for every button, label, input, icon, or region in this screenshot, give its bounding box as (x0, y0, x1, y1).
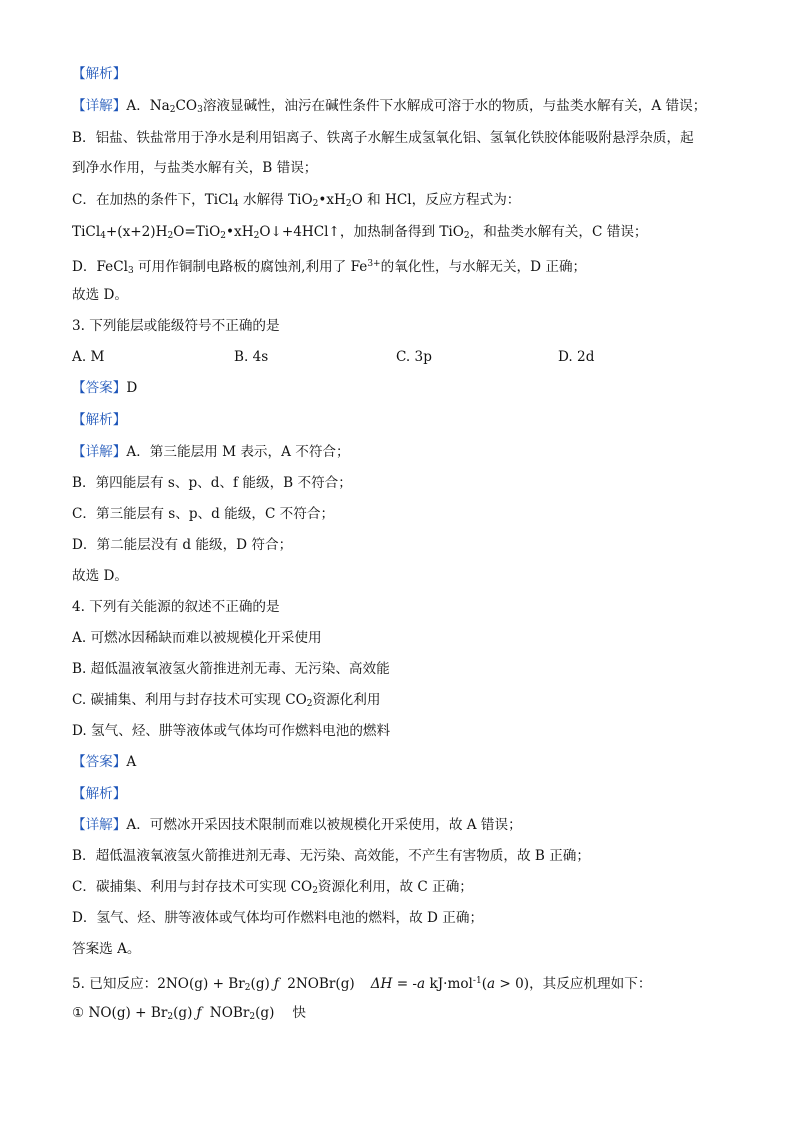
q5-step1-rate: 快 (292, 1005, 306, 1021)
detail-header: 【详解】 (72, 444, 127, 460)
prev-conclusion: 故选 D。 (72, 287, 129, 303)
q3-option-d: D. 2d (558, 349, 595, 365)
q4-answer: 【答案】A (72, 754, 137, 770)
q4-stem: 4. 下列有关能源的叙述不正确的是 (72, 599, 280, 615)
q3-detail-d: D．第二能层没有 d 能级，D 符合； (72, 537, 293, 553)
q4-option-d: D. 氢气、烃、肼等液体或气体均可作燃料电池的燃料 (72, 723, 391, 739)
q3-option-a: A. M (72, 349, 105, 365)
q5-stem: 5. 已知反应：$2NO(g) + Br_2(g)$ ƒ 2NOBr(g) ΔH = -a kJ·mol$^{-1}$(a > 0)，其反应机理如下： (72, 976, 652, 993)
q3-detail-c: C．第三能层有 s、p、d 能级，C 不符合； (72, 506, 335, 522)
prev-explanation-b-line1: B．铝盐、铁盐常用于净水是利用铝离子、铁离子水解生成氢氧化铝、氢氧化铁胶体能吸附悬浮杂质，起 (72, 130, 694, 146)
prev-explanation-d: D．FeCl$_3$ 可用作铜制电路板的腐蚀剂,利用了 $Fe^{3+}$的氧化性，与水解无关，D 正确； (72, 259, 587, 276)
q5-mechanism-step1: ① $NO(g) + Br_2(g)$ ƒ NOBr$_2$(g) 快 (72, 1005, 306, 1022)
q3-detail-b: B．第四能层有 s、p、d、f 能级，B 不符合； (72, 475, 352, 491)
q4-option-c: C. 碳捕集、利用与封存技术可实现 $CO_2$资源化利用 (72, 692, 381, 709)
q4-detail-b: B．超低温液氧液氢火箭推进剂无毒、无污染、高效能，不产生有害物质，故 B 正确； (72, 848, 590, 864)
prev-explanation-b-line2: 到净水作用，与盐类水解有关，B 错误； (72, 160, 318, 176)
q3-conclusion: 故选 D。 (72, 568, 129, 584)
q3-option-b: B. 4s (234, 349, 269, 365)
q3-option-c: C. 3p (396, 349, 432, 365)
q4-option-b: B. 超低温液氧液氢火箭推进剂无毒、无污染、高效能 (72, 661, 390, 677)
q4-option-a: A. 可燃冰因稀缺而难以被规模化开采使用 (72, 630, 322, 646)
answer-header: 【答案】 (72, 754, 127, 770)
prev-explanation-a: 【详解】A．$Na_2CO_3$溶液显碱性，油污在碱性条件下水解成可溶于水的物质，与盐类水解有关，A 错误； (72, 98, 707, 115)
q3-detail-a: 【详解】A．第三能层用 M 表示，A 不符合； (72, 444, 350, 460)
q3-analysis-header: 【解析】 (72, 412, 127, 428)
prev-explanation-c: C．在加热的条件下，TiCl$_4$ 水解得 $TiO_2•xH_2O$ 和 HCl，反应方程式为： (72, 192, 521, 209)
q4-analysis-header: 【解析】 (72, 786, 127, 802)
q4-detail-c: C．碳捕集、利用与封存技术可实现 $CO_2$资源化利用，故 C 正确； (72, 879, 473, 896)
q4-detail-d: D．氢气、烃、肼等液体或气体均可作燃料电池的燃料，故 D 正确； (72, 910, 484, 926)
detail-header: 【详解】 (72, 98, 127, 114)
q3-stem: 3. 下列能层或能级符号不正确的是 (72, 318, 280, 334)
analysis-header: 【解析】 (72, 66, 127, 82)
prev-explanation-equation: $TiCl_4+(x+2)H_2O=TiO_2•xH_2O↓+4HCl↑$，加热制备得到 TiO$_2$，和盐类水解有关，C 错误； (72, 224, 648, 241)
q3-answer: 【答案】D (72, 380, 138, 396)
detail-header: 【详解】 (72, 817, 127, 833)
q4-detail-a: 【详解】A．可燃冰开采因技术限制而难以被规模化开采使用，故 A 错误； (72, 817, 522, 833)
q4-conclusion: 答案选 A。 (72, 941, 141, 957)
answer-header: 【答案】 (72, 380, 127, 396)
